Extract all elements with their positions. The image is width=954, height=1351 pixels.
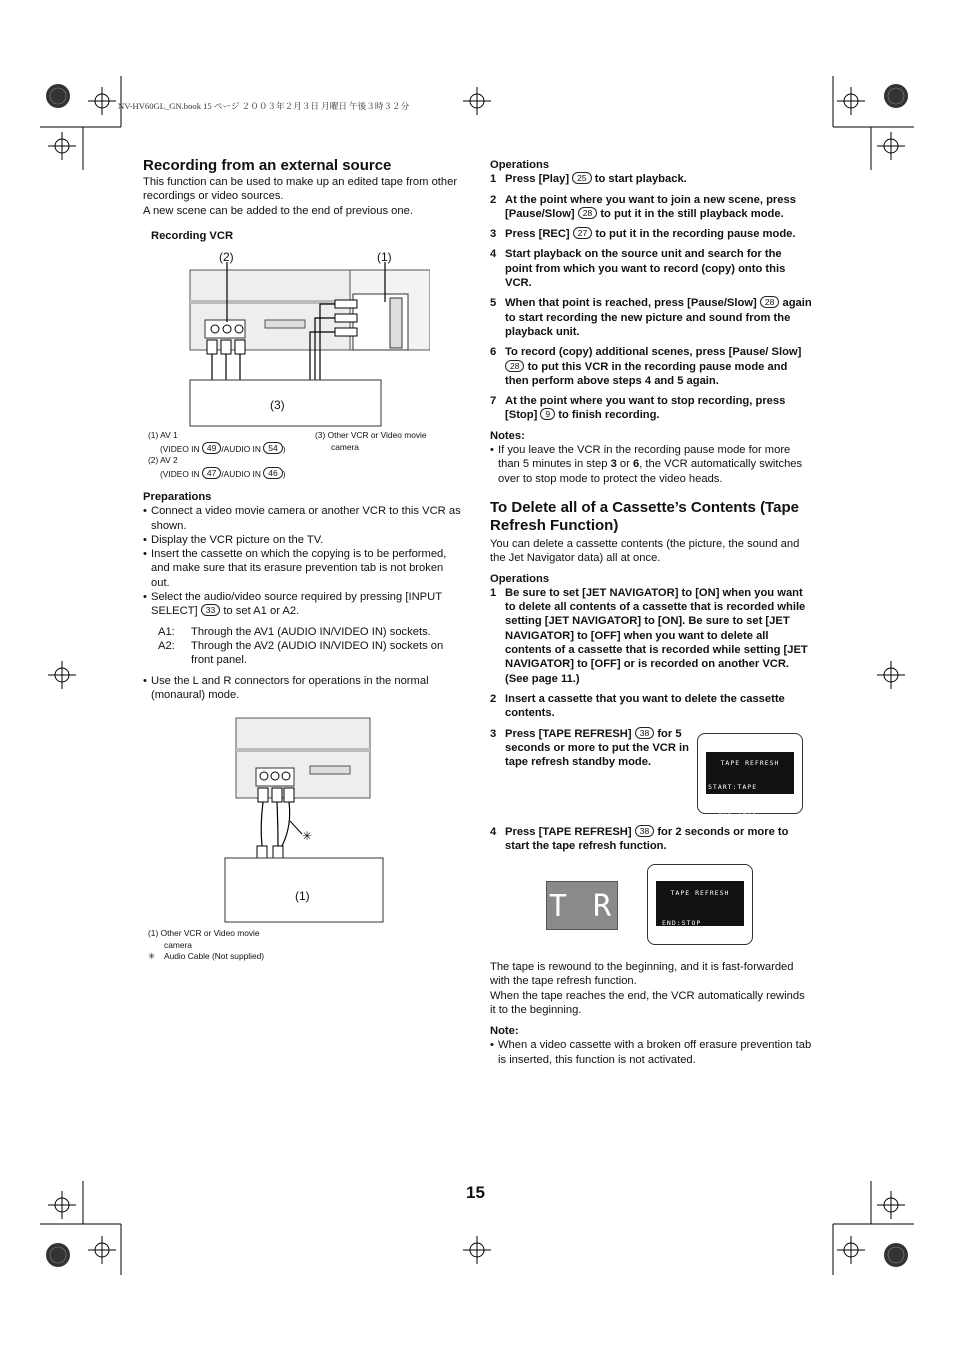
refresh-step: 4 Press [TAPE REFRESH] 38 for 2 seconds or more to start the tape refresh function. [490,826,789,853]
note2-title: Note: [490,1025,519,1038]
a1-row: A1: Through the AV1 (AUDIO IN/VIDEO IN) sockets. [158,625,431,638]
intro-text: A new scene can be added to the end of previous one. [143,204,413,217]
list-item: • Select the audio/video source required by pressing [INPUT SELECT] 33 to set A1 or A2. [143,591,442,618]
right-column [490,158,812,769]
section2-intro: You can delete a cassette contents (the picture, the sound and the Jet Navigator data) all at once. [490,537,800,565]
operation-step: 2 At the point where you want to join a new scene, press [Pause/Slow] 28 to put it in the still playback mode. [490,193,796,220]
page-ref: 33 [201,604,220,616]
diagram1-label-2: (2) [219,250,234,264]
a2-row: A2: Through the AV2 (AUDIO IN/VIDEO IN) sockets on front panel. [158,639,444,667]
legend-item: (VIDEO IN 47 /AUDIO IN 46 ) [160,467,286,479]
screen-title: TAPE REFRESH [720,759,780,767]
tv-screen-refreshing: TAPE REFRESH END:STOP [647,864,753,945]
file-header: NV-HV60GL_GN.book 15 ページ ２００３年２月３日 月曜日 午後３時３２分 [118,101,410,111]
vcr-display [546,881,618,930]
list-item: • Insert the cassette on which the copying is to be performed, and make sure that its erasure prevention tab is not broken out. [143,548,447,589]
page-ref: 38 [635,825,654,837]
page-ref: 25 [572,172,591,184]
tv-screen-standby: TAPE REFRESH START:TAPE REFRESH END:STOP [697,733,803,814]
operation-step: 6 To record (copy) additional scenes, press [Pause/ Slow] 28 to put this VCR in the recording pause mode and then perform above steps 4 and 5 again. [490,346,802,387]
operations-steps [490,172,812,422]
operation-step: 1 Press [Play] 25 to start playback. [490,173,687,186]
diagram2-legend: (1) Other VCR or Video movie camera ✳ Audio Cable (Not supplied) [148,928,265,961]
operation-step: 5 When that point is reached, press [Pause/Slow] 28 again to start recording the new picture and sound from the playback unit. [490,297,812,338]
section-title: Recording from an external source [143,157,392,174]
page-ref: 27 [573,227,592,239]
diagram1-legend-right: (3) Other VCR or Video movie camera [315,430,427,452]
page-number: 15 [466,1183,485,1202]
asterisk-label: ✳ [302,829,313,843]
section2-title: To Delete all of a Cassette’s Contents (Tape Refresh Function) [490,498,799,534]
notes-title: Notes: [490,429,525,442]
diagram2-label-1: (1) [295,889,310,903]
refresh-step: 2 Insert a cassette that you want to delete the cassette contents. [490,692,785,720]
diagram1-label-1: (1) [377,250,392,264]
diagram1-label-3: (3) [270,398,285,412]
page-ref: 38 [635,727,654,739]
operations-title: Operations [490,159,550,171]
operation-step: 3 Press [REC] 27 to put it in the recording pause mode. [490,228,796,241]
legend-item: (VIDEO IN 49 /AUDIO IN 54 ) [160,442,286,454]
page-ref: 28 [578,207,597,219]
page-ref: 47 [202,467,221,479]
preparations [143,490,465,702]
recording-vcr-diagram [185,262,430,430]
after-text: The tape is rewound to the beginning, and it is fast-forwarded with the tape refresh function. When the tape reaches the end, the VCR automatically rewinds it to the beginning. Note: • When a video cassette with a broken off erasure prevention tab is inserted, this function is not activated. [490,961,812,1066]
legend-item: (1) AV 1 [148,430,178,440]
legend-item: (2) AV 2 [148,455,178,465]
page-ref: 28 [760,296,779,308]
display-text: T R [548,889,616,924]
note-item: • When a video cassette with a broken off erasure prevention tab is inserted, this function is not activated. [490,1039,812,1066]
operation-step: 4 Start playback on the source unit and search for the point from which you want to record (copy) onto this VCR. [490,248,786,290]
page-ref: 46 [263,467,282,479]
refresh-step: 3 Press [TAPE REFRESH] 38 for 5 seconds or more to put the VCR in tape refresh standby mode. [490,727,689,769]
page-ref: 54 [263,442,282,454]
page-ref: 28 [505,360,524,372]
operation-step: 7 At the point where you want to stop recording, press [Stop] 9 to finish recording. [490,395,786,422]
intro-text: This function can be used to make up an edited tape from other recordings or video sources. [143,176,458,203]
diagram-caption: Recording VCR [151,230,234,242]
step4-block [490,819,812,854]
list-item: • Display the VCR picture on the TV. [143,533,324,546]
left-column [143,157,465,218]
list-item: • Connect a video movie camera or another VCR to this VCR as shown. [143,505,461,532]
page-ref: 49 [202,442,221,454]
preparations-title: Preparations [143,491,212,503]
diagram1-legend-left [148,430,313,480]
refresh-step: 1 Be sure to set [JET NAVIGATOR] to [ON] when you want to delete all contents of a cassette that is recorded while setting [JET NAVIGATOR] to [ON]. Be sure to set [JET NAVIGATOR] to [OFF] when you want to delete all contents of a cassette that is recorded while setting [JET NAVIGATOR] to [OFF] or is recorded on another VCR. (See page 11.) [490,586,808,685]
page-ref: 9 [540,408,555,420]
note-item: • If you leave the VCR in the recording pause mode for more than 5 minutes in step 3 or 6, the VCR automatically switches over to stop mode to protect the video heads. [490,444,803,485]
list-item: • Use the L and R connectors for operations in the normal (monaural) mode. [143,674,429,701]
operations2-title: Operations [490,572,550,585]
